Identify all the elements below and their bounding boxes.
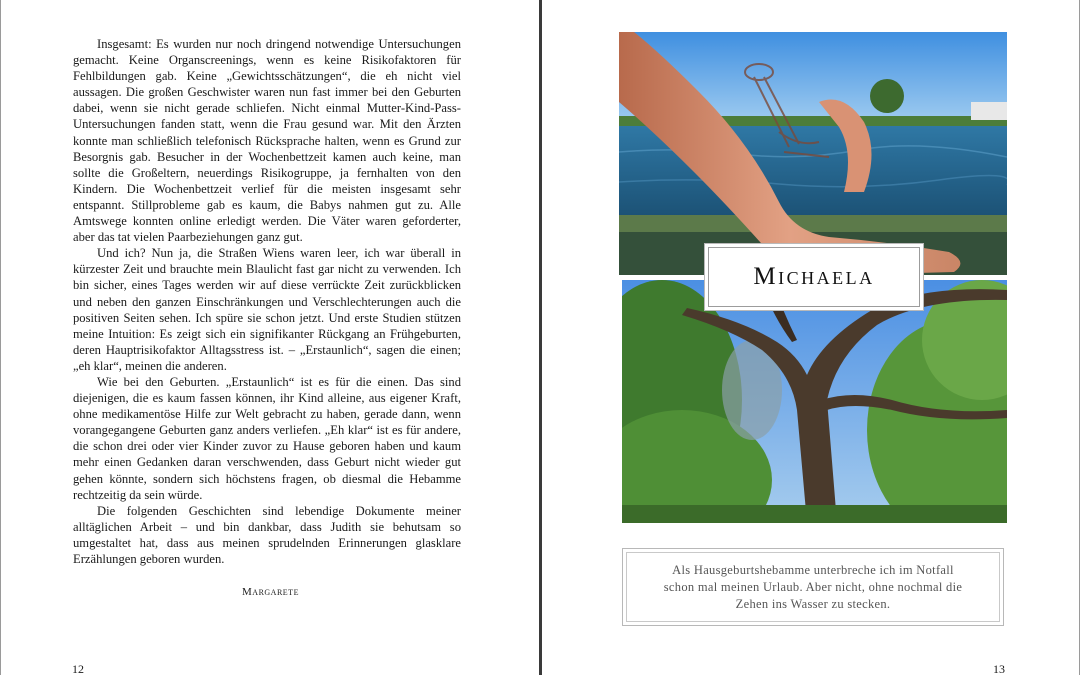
- caption-box: [622, 548, 1004, 626]
- paragraph-1: Insgesamt: Es wurden nur noch dringend notwendige Untersuchungen gemacht. Keine Organscreenings, wenn es keine Risikofaktoren für Fehlbildungen gab. Keine „Gewichtsschätzungen“, die eh nicht viel aussagen. Die großen Geschwister waren nun fast immer bei den Geburten dabei, wenn sie nicht gerade schliefen. Nicht einmal Mutter-Kind-Pass-Untersuchungen fanden statt, wenn die Frau gesund war. Mit den Ärzten konnte man schließlich telefonisch Rücksprache halten, wenn es Grund zur Besorgnis gab. Besucher in der Wochenbettzeit kamen auch keine, man sollte die Großeltern, neuerdings Risikogruppe, ja fernhalten von den Kindern. Die Wochenbettzeit verlief für die meisten insgesamt sehr entspannt. Stillprobleme gab es kaum, die Babys nahmen gut zu. Alle Amtswege konnten online erledigt werden. Die Väter waren geforderter, aber das tat vielen Paarbeziehungen ganz gut.: [73, 37, 461, 245]
- photo-tree: [622, 280, 1007, 523]
- right-page: [542, 0, 1080, 675]
- left-page: [0, 0, 540, 675]
- tree-image: [622, 280, 1007, 523]
- body-text: [73, 36, 461, 567]
- author-signature: Margarete: [242, 586, 299, 598]
- paragraph-2: Und ich? Nun ja, die Straßen Wiens waren leer, ich war überall in kürzester Zeit und brauchte mein Blaulicht fast gar nicht zu verwenden. Ich bin sicher, eines Tages werden wir auf diese verrückte Zeit zurückblicken und neben den ganzen Einschränkungen und Verschlechterungen auch die positiven Seiten sehen. Ich spüre sie schon jetzt. Und erste Studien stützen meine Intuition: Es zeigt sich ein signifikanter Rückgang an Frühgeburten, deren Hauptrisikofaktor Alltagsstress ist. – „Erstaunlich“, sagen die einen; „eh klar“, meinen die anderen.: [73, 246, 461, 373]
- page-number-right: 13: [993, 662, 1005, 676]
- chapter-name-plate: Michaela: [708, 247, 920, 307]
- paragraph-4: Die folgenden Geschichten sind lebendige Dokumente meiner alltäglichen Arbeit – und bin dankbar, dass Judith sie behutsam so umgestaltet hat, dass aus meinen sprudelnden Erinnerungen glasklare Erzählungen geboren wurden.: [73, 503, 461, 566]
- leg-lake-image: [619, 32, 1007, 275]
- paragraph-3: Wie bei den Geburten. „Erstaunlich“ ist es für die einen. Das sind diejenigen, die es kaum fassen können, ihr Kind alleine, aus eigener Kraft, ohne medikamentöse Hilfe zur Welt gebracht zu haben, gerade dann, wenn vorangegangene Geburten ganz anders verliefen. „Eh klar“ ist es für andere, die schon drei oder vier Kinder zuvor zu Hause geboren haben und kaum mehr einen Gedanken daran verschwenden, dass Geburt nicht wieder gut gehen könnte, sondern sich höchstens fragen, ob diesmal die Hebamme rechtzeitig da sein würde.: [73, 374, 461, 502]
- page-number-left: 12: [72, 662, 84, 676]
- photo-leg-tattoo-lake: [619, 32, 1007, 275]
- caption-text: Als Hausgeburtshebamme unterbreche ich im Notfall schon mal meinen Urlaub. Aber nicht, ohne nochmal die Zehen ins Wasser zu stecken.: [663, 562, 963, 611]
